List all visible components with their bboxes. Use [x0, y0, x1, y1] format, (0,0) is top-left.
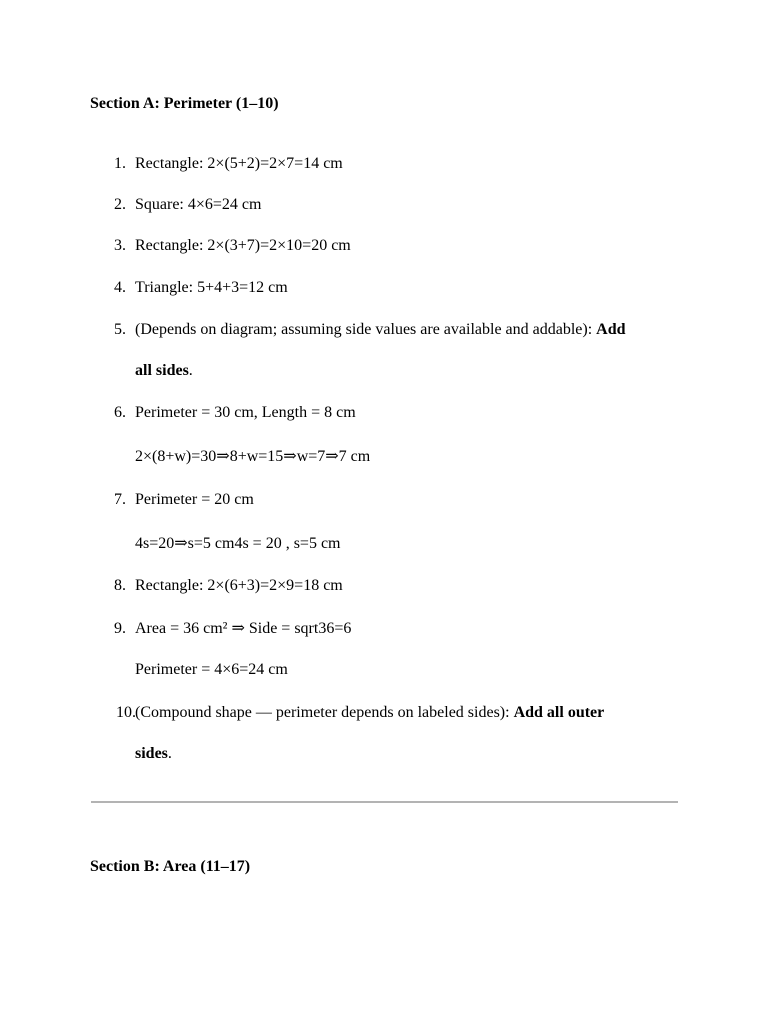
- list-item-text: Triangle: 5+4+3=12 cm: [135, 279, 288, 296]
- list-item-number: 7.: [114, 491, 126, 508]
- list-item-number: 2.: [114, 196, 126, 213]
- list-item-number: 9.: [114, 620, 126, 637]
- list-item-text: Rectangle: 2×(5+2)=2×7=14 cm: [135, 155, 343, 172]
- list-item-text: [135, 703, 604, 723]
- list-item-bold-text: Add: [596, 321, 626, 338]
- list-item-plain-text: (Compound shape — perimeter depends on labeled sides):: [135, 704, 514, 721]
- list-item-tail: .: [167, 745, 172, 762]
- list-item-equation: 4s=20⇒s=5 cm4s = 20 , s=5 cm: [135, 535, 341, 552]
- list-item-tail: .: [188, 362, 193, 379]
- list-item-number: 4.: [114, 279, 126, 296]
- list-item-text: Rectangle: 2×(3+7)=2×10=20 cm: [135, 237, 351, 254]
- list-item-number: 3.: [114, 237, 126, 254]
- list-item-text: Square: 4×6=24 cm: [135, 196, 262, 213]
- list-item-continuation: [135, 744, 172, 764]
- list-item-text: Perimeter = 30 cm, Length = 8 cm: [135, 404, 356, 421]
- list-item-text: [135, 320, 626, 340]
- list-item-number: 10.: [116, 704, 136, 721]
- list-item-bold-text: all sides: [135, 362, 189, 379]
- section-b-heading: Section B: Area (11–17): [90, 858, 251, 875]
- horizontal-divider: [91, 801, 678, 803]
- list-item-bold-text: Add all outer: [513, 704, 605, 721]
- section-a-heading: Section A: Perimeter (1–10): [90, 95, 279, 112]
- list-item-number: 6.: [114, 404, 126, 421]
- list-item-equation: 2×(8+w)=30⇒8+w=15⇒w=7⇒7 cm: [135, 448, 371, 465]
- list-item-number: 8.: [114, 577, 126, 594]
- list-item-equation: Perimeter = 4×6=24 cm: [135, 661, 288, 678]
- list-item-text: Rectangle: 2×(6+3)=2×9=18 cm: [135, 577, 343, 594]
- list-item-continuation: [135, 361, 193, 381]
- list-item-text: Area = 36 cm² ⇒ Side = sqrt36=6: [135, 620, 352, 637]
- list-item-number: 1.: [114, 155, 126, 172]
- list-item-bold-text: sides: [135, 745, 168, 762]
- list-item-number: 5.: [114, 321, 126, 338]
- list-item-text: Perimeter = 20 cm: [135, 491, 254, 508]
- list-item-plain-text: (Depends on diagram; assuming side values are available and addable):: [135, 321, 597, 338]
